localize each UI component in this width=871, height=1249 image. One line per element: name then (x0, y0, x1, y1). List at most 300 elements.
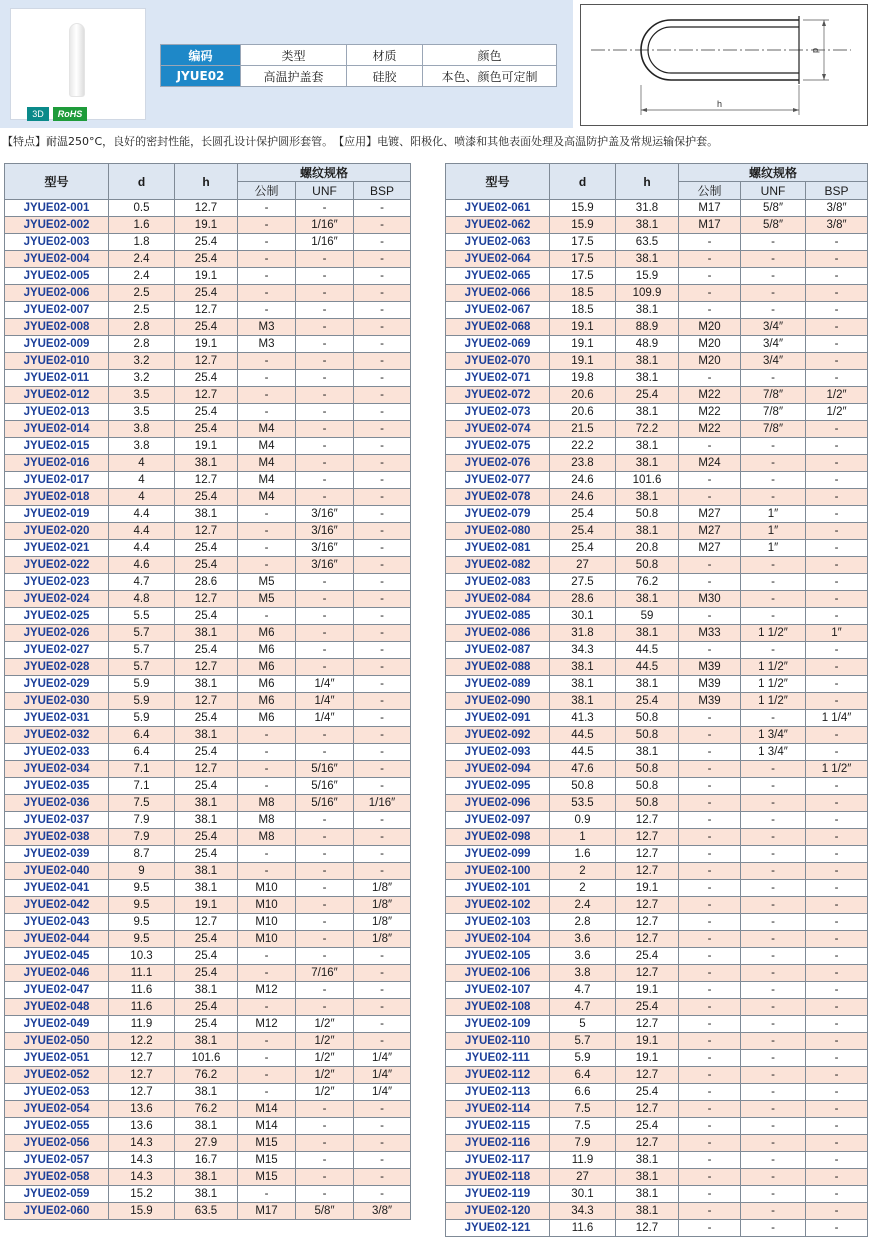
h-cell: 19.1 (616, 880, 679, 897)
h-cell: 38.1 (616, 404, 679, 421)
d-cell: 2.4 (550, 897, 616, 914)
drawing-svg (581, 5, 867, 125)
model-cell: JYUE02-038 (5, 829, 109, 846)
metric-cell: M6 (238, 642, 296, 659)
model-cell: JYUE02-011 (5, 370, 109, 387)
d-cell: 18.5 (550, 285, 616, 302)
bsp-cell: 1/8″ (354, 897, 411, 914)
bsp-cell: - (354, 472, 411, 489)
unf-cell: - (741, 931, 806, 948)
table-row (5, 1169, 411, 1186)
metric-cell: M4 (238, 455, 296, 472)
d-cell: 10.3 (109, 948, 175, 965)
metric-cell: - (238, 200, 296, 217)
spec-value-material: 硅胶 (347, 66, 423, 87)
d-cell: 41.3 (550, 710, 616, 727)
col-d: d (550, 164, 616, 200)
metric-cell: - (679, 795, 741, 812)
bsp-cell: - (354, 1135, 411, 1152)
unf-cell: - (741, 455, 806, 472)
table-row (5, 982, 411, 999)
model-cell: JYUE02-044 (5, 931, 109, 948)
metric-cell: - (679, 268, 741, 285)
bsp-cell: - (806, 1050, 868, 1067)
unf-cell: - (296, 880, 354, 897)
d-cell: 15.9 (109, 1203, 175, 1220)
table-row (446, 506, 868, 523)
bsp-cell: - (806, 1169, 868, 1186)
d-cell: 44.5 (550, 744, 616, 761)
table-row (446, 574, 868, 591)
table-row (5, 778, 411, 795)
bsp-cell: - (354, 523, 411, 540)
h-cell: 12.7 (175, 914, 238, 931)
table-row (446, 778, 868, 795)
h-cell: 25.4 (175, 285, 238, 302)
bsp-cell: 1″ (806, 625, 868, 642)
unf-cell: 7/8″ (741, 404, 806, 421)
h-cell: 20.8 (616, 540, 679, 557)
h-cell: 25.4 (616, 1118, 679, 1135)
d-cell: 17.5 (550, 234, 616, 251)
h-cell: 76.2 (175, 1067, 238, 1084)
table-row (5, 1152, 411, 1169)
h-cell: 50.8 (616, 761, 679, 778)
metric-cell: M27 (679, 506, 741, 523)
metric-cell: - (238, 761, 296, 778)
bsp-cell: - (806, 1135, 868, 1152)
metric-cell: M39 (679, 676, 741, 693)
metric-cell: - (238, 506, 296, 523)
d-cell: 4 (109, 472, 175, 489)
model-cell: JYUE02-039 (5, 846, 109, 863)
metric-cell: - (238, 1067, 296, 1084)
model-cell: JYUE02-028 (5, 659, 109, 676)
d-cell: 13.6 (109, 1118, 175, 1135)
unf-cell: - (741, 1203, 806, 1220)
bsp-cell: - (806, 1033, 868, 1050)
model-cell: JYUE02-060 (5, 1203, 109, 1220)
d-cell: 4.7 (550, 999, 616, 1016)
unf-cell: - (296, 1118, 354, 1135)
d-cell: 4.4 (109, 523, 175, 540)
model-cell: JYUE02-093 (446, 744, 550, 761)
bsp-cell: - (354, 642, 411, 659)
bsp-cell: - (806, 727, 868, 744)
table-row (5, 1016, 411, 1033)
model-cell: JYUE02-003 (5, 234, 109, 251)
bsp-cell: - (354, 574, 411, 591)
table-row (5, 336, 411, 353)
table-row (5, 965, 411, 982)
model-cell: JYUE02-076 (446, 455, 550, 472)
h-cell: 38.1 (616, 1203, 679, 1220)
table-row (446, 1016, 868, 1033)
d-cell: 25.4 (550, 506, 616, 523)
bsp-cell: - (354, 1186, 411, 1203)
h-cell: 38.1 (175, 506, 238, 523)
metric-cell: - (679, 863, 741, 880)
unf-cell: - (741, 1067, 806, 1084)
table-row (5, 625, 411, 642)
bsp-cell: - (354, 727, 411, 744)
bsp-cell: - (354, 1152, 411, 1169)
bsp-cell: - (806, 812, 868, 829)
unf-cell: - (296, 302, 354, 319)
metric-cell: - (679, 1169, 741, 1186)
h-cell: 25.4 (175, 557, 238, 574)
d-cell: 19.8 (550, 370, 616, 387)
unf-cell: - (296, 1186, 354, 1203)
h-cell: 25.4 (175, 948, 238, 965)
d-cell: 5.7 (109, 642, 175, 659)
model-cell: JYUE02-055 (5, 1118, 109, 1135)
h-cell: 12.7 (616, 914, 679, 931)
d-cell: 5.9 (550, 1050, 616, 1067)
spec-table-right (445, 163, 868, 1237)
bsp-cell: 1/8″ (354, 931, 411, 948)
h-cell: 38.1 (616, 523, 679, 540)
unf-cell: - (296, 744, 354, 761)
badge-3d[interactable]: 3D (27, 107, 49, 121)
table-row (446, 710, 868, 727)
bsp-cell: - (354, 506, 411, 523)
d-cell: 1.6 (550, 846, 616, 863)
metric-cell: - (238, 217, 296, 234)
model-cell: JYUE02-010 (5, 353, 109, 370)
metric-cell: - (679, 1067, 741, 1084)
model-cell: JYUE02-098 (446, 829, 550, 846)
h-cell: 109.9 (616, 285, 679, 302)
h-cell: 25.4 (616, 999, 679, 1016)
h-cell: 38.1 (175, 1169, 238, 1186)
unf-cell: - (741, 591, 806, 608)
d-cell: 7.5 (550, 1101, 616, 1118)
model-cell: JYUE02-086 (446, 625, 550, 642)
model-cell: JYUE02-101 (446, 880, 550, 897)
table-row (446, 1152, 868, 1169)
model-cell: JYUE02-018 (5, 489, 109, 506)
unf-cell: - (296, 200, 354, 217)
metric-cell: - (679, 234, 741, 251)
h-cell: 101.6 (616, 472, 679, 489)
table-row (446, 1203, 868, 1220)
unf-cell: - (741, 234, 806, 251)
h-cell: 25.4 (175, 744, 238, 761)
h-cell: 38.1 (616, 353, 679, 370)
bsp-cell: - (354, 268, 411, 285)
unf-cell: 3/16″ (296, 540, 354, 557)
d-cell: 18.5 (550, 302, 616, 319)
table-row (446, 863, 868, 880)
model-cell: JYUE02-036 (5, 795, 109, 812)
model-cell: JYUE02-104 (446, 931, 550, 948)
d-cell: 38.1 (550, 659, 616, 676)
d-cell: 19.1 (550, 353, 616, 370)
h-cell: 12.7 (175, 200, 238, 217)
d-cell: 38.1 (550, 676, 616, 693)
model-cell: JYUE02-042 (5, 897, 109, 914)
table-row (446, 523, 868, 540)
product-spec-table (160, 44, 557, 87)
table-row (446, 591, 868, 608)
metric-cell: - (679, 1101, 741, 1118)
metric-cell: M14 (238, 1101, 296, 1118)
unf-cell: - (296, 931, 354, 948)
h-cell: 12.7 (616, 829, 679, 846)
metric-cell: - (238, 965, 296, 982)
unf-cell: - (741, 302, 806, 319)
table-row (446, 1101, 868, 1118)
model-cell: JYUE02-054 (5, 1101, 109, 1118)
bsp-cell: 1/16″ (354, 795, 411, 812)
model-cell: JYUE02-019 (5, 506, 109, 523)
model-cell: JYUE02-029 (5, 676, 109, 693)
d-cell: 34.3 (550, 1203, 616, 1220)
model-cell: JYUE02-004 (5, 251, 109, 268)
technical-drawing (580, 4, 868, 126)
model-cell: JYUE02-045 (5, 948, 109, 965)
table-row (5, 1135, 411, 1152)
unf-cell: - (741, 1220, 806, 1237)
metric-cell: M33 (679, 625, 741, 642)
metric-cell: - (679, 982, 741, 999)
d-dimension-label: d (811, 48, 821, 54)
h-cell: 25.4 (616, 1084, 679, 1101)
bsp-cell: - (806, 846, 868, 863)
d-cell: 5.9 (109, 693, 175, 710)
metric-cell: - (679, 727, 741, 744)
bsp-cell: - (806, 931, 868, 948)
table-row (446, 1169, 868, 1186)
h-cell: 38.1 (616, 302, 679, 319)
d-cell: 20.6 (550, 387, 616, 404)
model-cell: JYUE02-081 (446, 540, 550, 557)
d-cell: 2.8 (109, 319, 175, 336)
metric-cell: M12 (238, 1016, 296, 1033)
bsp-cell: - (806, 948, 868, 965)
metric-cell: - (679, 999, 741, 1016)
col-h: h (175, 164, 238, 200)
table-body-left (5, 200, 411, 1220)
h-cell: 38.1 (175, 727, 238, 744)
table-row (5, 948, 411, 965)
bsp-cell: 3/8″ (354, 1203, 411, 1220)
metric-cell: M22 (679, 387, 741, 404)
table-row (446, 438, 868, 455)
unf-cell: 7/8″ (741, 387, 806, 404)
h-cell: 38.1 (175, 1186, 238, 1203)
model-cell: JYUE02-012 (5, 387, 109, 404)
table-row (5, 1033, 411, 1050)
unf-cell: 1″ (741, 540, 806, 557)
metric-cell: M15 (238, 1135, 296, 1152)
unf-cell: 1 1/2″ (741, 625, 806, 642)
metric-cell: - (238, 727, 296, 744)
unf-cell: - (296, 591, 354, 608)
model-cell: JYUE02-096 (446, 795, 550, 812)
model-cell: JYUE02-106 (446, 965, 550, 982)
d-cell: 15.2 (109, 1186, 175, 1203)
table-row (5, 387, 411, 404)
bsp-cell: - (806, 914, 868, 931)
h-cell: 38.1 (616, 625, 679, 642)
table-row (5, 1101, 411, 1118)
table-row (446, 1050, 868, 1067)
model-cell: JYUE02-059 (5, 1186, 109, 1203)
bsp-cell: 1/4″ (354, 1050, 411, 1067)
product-description: 【特点】耐温250°C，良好的密封性能，长圆孔设计保护圆形套管。 【应用】电镀、阳极化、喷漆和其他表面处理及高温防护盖及常规运输保护套。 (2, 135, 719, 148)
h-cell: 19.1 (175, 268, 238, 285)
metric-cell: - (679, 1186, 741, 1203)
model-cell: JYUE02-026 (5, 625, 109, 642)
bsp-cell: - (354, 625, 411, 642)
d-cell: 7.5 (550, 1118, 616, 1135)
bsp-cell: - (354, 982, 411, 999)
model-cell: JYUE02-027 (5, 642, 109, 659)
table-row (446, 931, 868, 948)
bsp-cell: - (806, 642, 868, 659)
h-cell: 12.7 (616, 1067, 679, 1084)
h-cell: 12.7 (616, 931, 679, 948)
h-cell: 25.4 (616, 693, 679, 710)
d-cell: 14.3 (109, 1135, 175, 1152)
unf-cell: - (296, 319, 354, 336)
d-cell: 1.6 (109, 217, 175, 234)
unf-cell: - (741, 370, 806, 387)
metric-cell: M27 (679, 540, 741, 557)
unf-cell: - (741, 285, 806, 302)
unf-cell: - (741, 829, 806, 846)
d-cell: 24.6 (550, 489, 616, 506)
model-cell: JYUE02-013 (5, 404, 109, 421)
model-cell: JYUE02-064 (446, 251, 550, 268)
model-cell: JYUE02-083 (446, 574, 550, 591)
bsp-cell: - (354, 999, 411, 1016)
h-cell: 38.1 (175, 1033, 238, 1050)
bsp-cell: 1/2″ (806, 404, 868, 421)
model-cell: JYUE02-053 (5, 1084, 109, 1101)
model-cell: JYUE02-014 (5, 421, 109, 438)
model-cell: JYUE02-091 (446, 710, 550, 727)
metric-cell: - (679, 1016, 741, 1033)
bsp-cell: - (354, 693, 411, 710)
model-cell: JYUE02-120 (446, 1203, 550, 1220)
bsp-cell: - (354, 863, 411, 880)
metric-cell: - (679, 438, 741, 455)
unf-cell: 5/8″ (741, 200, 806, 217)
bsp-cell: - (354, 829, 411, 846)
d-cell: 38.1 (550, 693, 616, 710)
h-cell: 25.4 (175, 404, 238, 421)
unf-cell: - (741, 557, 806, 574)
h-cell: 38.1 (616, 744, 679, 761)
d-cell: 47.6 (550, 761, 616, 778)
d-cell: 23.8 (550, 455, 616, 472)
model-cell: JYUE02-109 (446, 1016, 550, 1033)
table-row (5, 285, 411, 302)
h-cell: 19.1 (175, 897, 238, 914)
metric-cell: - (679, 489, 741, 506)
d-cell: 3.5 (109, 387, 175, 404)
metric-cell: M17 (238, 1203, 296, 1220)
bsp-cell: - (806, 1067, 868, 1084)
bsp-cell: - (806, 744, 868, 761)
bsp-cell: - (806, 1203, 868, 1220)
unf-cell: - (296, 982, 354, 999)
bsp-cell: - (806, 455, 868, 472)
metric-cell: M8 (238, 829, 296, 846)
d-cell: 2.5 (109, 285, 175, 302)
d-cell: 19.1 (550, 336, 616, 353)
model-cell: JYUE02-023 (5, 574, 109, 591)
metric-cell: M10 (238, 914, 296, 931)
metric-cell: M15 (238, 1169, 296, 1186)
metric-cell: - (679, 1152, 741, 1169)
h-cell: 76.2 (175, 1101, 238, 1118)
table-row (5, 523, 411, 540)
model-cell: JYUE02-035 (5, 778, 109, 795)
model-cell: JYUE02-087 (446, 642, 550, 659)
h-cell: 12.7 (175, 659, 238, 676)
d-cell: 11.6 (550, 1220, 616, 1237)
h-cell: 12.7 (175, 472, 238, 489)
h-cell: 38.1 (616, 1152, 679, 1169)
table-row (446, 1033, 868, 1050)
d-cell: 9.5 (109, 880, 175, 897)
h-cell: 12.7 (175, 761, 238, 778)
d-cell: 4.7 (109, 574, 175, 591)
metric-cell: - (679, 761, 741, 778)
model-cell: JYUE02-007 (5, 302, 109, 319)
model-cell: JYUE02-015 (5, 438, 109, 455)
table-row (5, 999, 411, 1016)
bsp-cell: - (354, 659, 411, 676)
h-cell: 38.1 (616, 676, 679, 693)
unf-cell: - (296, 489, 354, 506)
metric-cell: M14 (238, 1118, 296, 1135)
unf-cell: - (296, 353, 354, 370)
model-cell: JYUE02-009 (5, 336, 109, 353)
model-cell: JYUE02-088 (446, 659, 550, 676)
table-row (446, 540, 868, 557)
metric-cell: - (679, 1033, 741, 1050)
unf-cell: 1/2″ (296, 1084, 354, 1101)
h-cell: 38.1 (616, 251, 679, 268)
d-cell: 12.7 (109, 1084, 175, 1101)
model-cell: JYUE02-115 (446, 1118, 550, 1135)
h-cell: 12.7 (175, 302, 238, 319)
table-row (446, 1084, 868, 1101)
unf-cell: - (296, 897, 354, 914)
d-cell: 0.5 (109, 200, 175, 217)
d-cell: 9.5 (109, 914, 175, 931)
table-row (5, 863, 411, 880)
metric-cell: M39 (679, 659, 741, 676)
d-cell: 31.8 (550, 625, 616, 642)
h-cell: 16.7 (175, 1152, 238, 1169)
unf-cell: - (296, 370, 354, 387)
model-cell: JYUE02-074 (446, 421, 550, 438)
h-cell: 19.1 (616, 982, 679, 999)
table-row (5, 761, 411, 778)
table-row (446, 982, 868, 999)
d-cell: 9.5 (109, 897, 175, 914)
unf-cell: - (296, 829, 354, 846)
h-cell: 38.1 (175, 676, 238, 693)
h-cell: 38.1 (616, 217, 679, 234)
h-cell: 38.1 (616, 455, 679, 472)
